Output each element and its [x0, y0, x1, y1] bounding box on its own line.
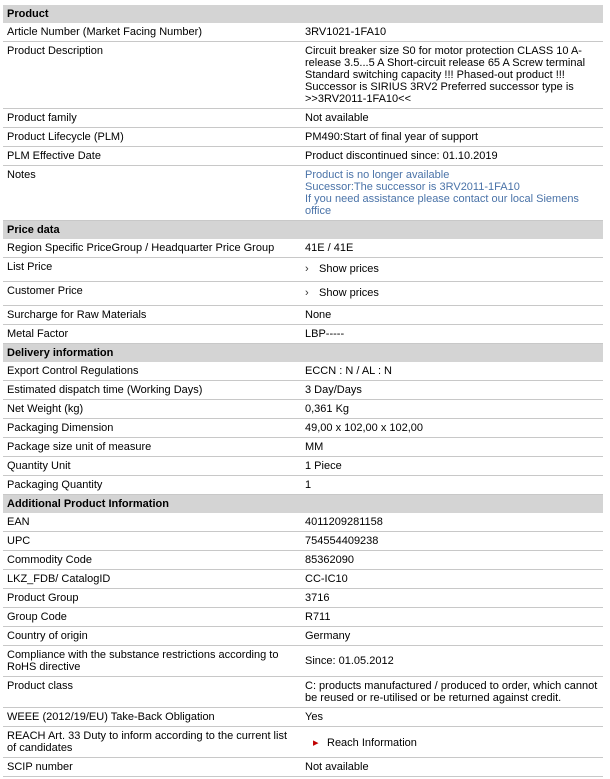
row-value: Product discontinued since: 01.10.2019	[305, 150, 498, 162]
table-row	[3, 646, 603, 677]
section-header-additional: Additional Product Information	[3, 495, 603, 513]
row-label: Export Control Regulations	[7, 365, 139, 377]
table-row	[3, 239, 603, 258]
row-value: Not available	[305, 761, 369, 773]
table-row	[3, 727, 603, 758]
row-label: LKZ_FDB/ CatalogID	[7, 573, 111, 585]
table-row	[3, 570, 603, 589]
table-row	[3, 362, 603, 381]
row-value: LBP-----	[305, 328, 345, 340]
row-value: 754554409238	[305, 535, 379, 547]
successor-link[interactable]: Sucessor:The successor is 3RV2011-1FA10	[305, 181, 520, 193]
row-value: 0,361 Kg	[305, 403, 350, 415]
row-value: 3RV1021-1FA10	[305, 26, 387, 38]
row-value: 49,00 x 102,00 x 102,00	[305, 422, 424, 434]
show-prices-label: Show prices	[319, 263, 379, 275]
table-row	[3, 23, 603, 42]
row-label: Country of origin	[7, 630, 88, 642]
table-row	[3, 551, 603, 570]
row-label: Packaging Dimension	[7, 422, 114, 434]
table-row	[3, 532, 603, 551]
table-row	[3, 400, 603, 419]
table-row	[3, 708, 603, 727]
row-label: Net Weight (kg)	[7, 403, 84, 415]
notes-label: Notes	[7, 169, 36, 181]
table-row	[3, 457, 603, 476]
row-label: EAN	[7, 516, 30, 528]
row-value: Since: 01.05.2012	[305, 655, 394, 667]
table-row	[3, 325, 603, 344]
row-label: Product Description	[7, 45, 103, 57]
row-value: Circuit breaker size S0 for motor protection CLASS 10 A-release 3.5...5 A Short-circuit release 65 A Screw terminal Standard switching capacity !!! Phased-out product !!! Successor is SIRIUS 3RV2 Preferred successor type is >>3RV2011-1FA10<<	[305, 45, 586, 105]
reach-information-label: Reach Information	[327, 737, 417, 749]
row-value: 1 Piece	[305, 460, 342, 472]
table-row	[3, 758, 603, 777]
row-value: 4011209281158	[305, 516, 383, 528]
contact-link[interactable]: If you need assistance please contact our local Siemens office	[305, 193, 579, 217]
row-value: 85362090	[305, 554, 354, 566]
table-row	[3, 128, 603, 147]
table-row	[3, 381, 603, 400]
show-list-prices-link[interactable]	[303, 258, 603, 281]
row-value: C: products manufactured / produced to order, which cannot be reused or re-utilised or be returned against credit.	[305, 680, 598, 704]
row-label: PLM Effective Date	[7, 150, 101, 162]
row-label: UPC	[7, 535, 31, 547]
row-label: Packaging Quantity	[7, 479, 103, 491]
table-row	[3, 589, 603, 608]
row-label: WEEE (2012/19/EU) Take-Back Obligation	[7, 711, 215, 723]
triangle-right-icon: ▸	[313, 737, 319, 749]
table-row	[3, 147, 603, 166]
notes-value	[303, 166, 603, 220]
row-label: Estimated dispatch time (Working Days)	[7, 384, 203, 396]
table-row	[3, 42, 603, 109]
show-prices-label: Show prices	[319, 287, 379, 299]
table-row	[3, 608, 603, 627]
row-label: Quantity Unit	[7, 460, 71, 472]
row-value: Yes	[305, 711, 323, 723]
show-customer-prices-link[interactable]	[303, 282, 603, 305]
row-label: REACH Art. 33 Duty to inform according to the current list of candidates	[7, 730, 288, 754]
row-value: PM490:Start of final year of support	[305, 131, 479, 143]
row-label: Compliance with the substance restrictions according to RoHS directive	[7, 649, 279, 673]
row-value: 41E / 41E	[305, 242, 354, 254]
row-label: Product Lifecycle (PLM)	[7, 131, 124, 143]
row-label: Commodity Code	[7, 554, 92, 566]
table-row	[3, 513, 603, 532]
row-label: Product family	[7, 112, 77, 124]
table-row	[3, 438, 603, 457]
row-label: Region Specific PriceGroup / Headquarter Price Group	[7, 242, 275, 254]
table-row	[3, 627, 603, 646]
row-value: 3716	[305, 592, 330, 604]
row-label: Metal Factor	[7, 328, 69, 340]
table-row	[3, 109, 603, 128]
notes-line: Product is no longer available	[305, 169, 450, 181]
row-label: Article Number (Market Facing Number)	[7, 26, 202, 38]
row-value: MM	[305, 441, 324, 453]
row-value: ECCN : N / AL : N	[305, 365, 393, 377]
section-header-price-data: Price data	[3, 221, 603, 239]
row-value: None	[305, 309, 332, 321]
row-label: Package size unit of measure	[7, 441, 152, 453]
table-row	[3, 476, 603, 495]
row-label: SCIP number	[7, 761, 73, 773]
table-row	[3, 306, 603, 325]
row-label: Product Group	[7, 592, 79, 604]
row-value: 3 Day/Days	[305, 384, 362, 396]
table-row	[3, 258, 603, 282]
row-label: Group Code	[7, 611, 67, 623]
row-value: R711	[305, 611, 331, 623]
row-value: CC-IC10	[305, 573, 348, 585]
table-row	[3, 282, 603, 306]
chevron-right-icon: ›	[305, 263, 309, 275]
row-label: List Price	[7, 261, 53, 273]
section-header-product: Product	[3, 5, 603, 23]
table-row	[3, 419, 603, 438]
row-label: Product class	[7, 680, 74, 692]
chevron-right-icon: ›	[305, 287, 309, 299]
table-row	[3, 166, 603, 221]
reach-information-link[interactable]	[303, 727, 603, 757]
section-header-delivery: Delivery information	[3, 344, 603, 362]
row-label: Surcharge for Raw Materials	[7, 309, 147, 321]
row-value: Not available	[305, 112, 369, 124]
row-value: 1	[305, 479, 312, 491]
row-value: Germany	[305, 630, 351, 642]
product-data-table	[3, 5, 603, 777]
row-label: Customer Price	[7, 285, 83, 297]
table-row	[3, 677, 603, 708]
